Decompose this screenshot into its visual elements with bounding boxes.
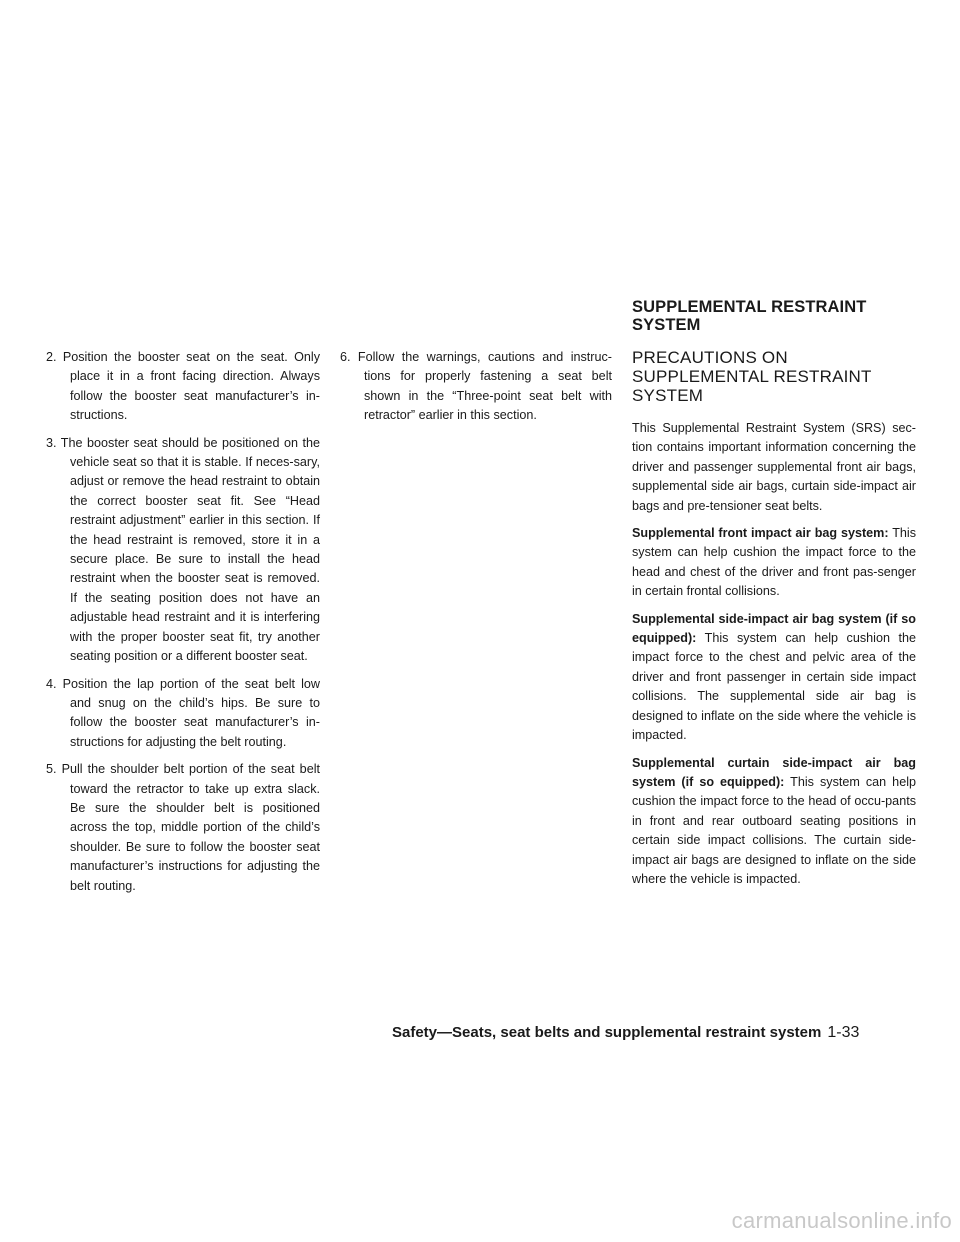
side-airbag-paragraph [632, 610, 916, 746]
curtain-airbag-label: Supplemental curtain side-impact air bag system (if so equipped): [632, 755, 916, 789]
page-footer [392, 1024, 922, 1042]
curtain-airbag-paragraph [632, 754, 916, 890]
middle-column [340, 348, 612, 434]
left-column [46, 348, 320, 904]
page-number: 1-33 [827, 1024, 860, 1041]
instruction-step-2: 2. Position the booster seat on the seat. Only place it in a front facing direction. Always follow the booster seat manufacturer’s in-structions. [46, 350, 320, 423]
instruction-step-3: 3. The booster seat should be positioned on the vehicle seat so that it is stable. If neces-sary, adjust or remove the head restraint to obtain the correct booster seat fit. See “Head restraint adjustment” earlier in this section. If the head restraint is removed, store it in a secure place. Be sure to install the head restraint when the booster seat is removed. If the seating position does not have an adjustable head restraint and it is interfering with the proper booster seat fit, try another seating position or a different booster seat. [46, 435, 320, 664]
front-airbag-paragraph [632, 524, 916, 602]
section-heading [632, 298, 922, 334]
side-airbag-text: This system can help cushion the impact force to the chest and pelvic area of the driver and front passenger in certain side impact collisions. The supplemental side air bag is designed to inflate on the side where the vehicle is impacted. [632, 631, 916, 743]
section-heading-text: SUPPLEMENTAL RESTRAINT SYSTEM [632, 298, 867, 334]
precautions-heading: PRECAUTIONS ON SUPPLEMENTAL RESTRAINT SYSTEM [632, 348, 872, 405]
watermark: carmanualsonline.info [731, 1208, 952, 1233]
front-airbag-label: Supplemental front impact air bag system: [632, 526, 889, 541]
instruction-step-4: 4. Position the lap portion of the seat belt low and snug on the child’s hips. Be sure to follow the booster seat manufacturer’s in-structions for adjusting the belt routing. [46, 676, 320, 749]
side-airbag-label: Supplemental side-impact air bag system (if so equipped): [632, 611, 916, 646]
srs-intro-paragraph: This Supplemental Restraint System (SRS) sec-tion contains important information concerning the driver and passenger supplemental front air bags, supplemental side air bags, curtain side-impact air bags and pre-tensioner seat belts. [632, 421, 916, 513]
front-airbag-text: This system can help cushion the impact force to the head and chest of the driver and front pas-senger in certain frontal collisions. [632, 526, 916, 599]
right-column [632, 348, 916, 897]
footer-title: Safety—Seats, seat belts and supplemental restraint system [392, 1024, 822, 1041]
instruction-step-5: 5. Pull the shoulder belt portion of the seat belt toward the retractor to take up extra slack. Be sure the shoulder belt is positioned across the top, middle portion of the child’s shoulder. Be sure to follow the booster seat manufacturer’s instructions for adjusting the belt routing. [46, 762, 320, 893]
curtain-airbag-text: This system can help cushion the impact force to the head of occu-pants in front and rear outboard seating positions in certain side impact collisions. The curtain side-impact air bags are designed to inflate on the side where the vehicle is impacted. [632, 774, 916, 886]
instruction-step-6: 6. Follow the warnings, cautions and instruc-tions for properly fastening a seat belt shown in the “Three-point seat belt with retractor” earlier in this section. [340, 350, 612, 423]
